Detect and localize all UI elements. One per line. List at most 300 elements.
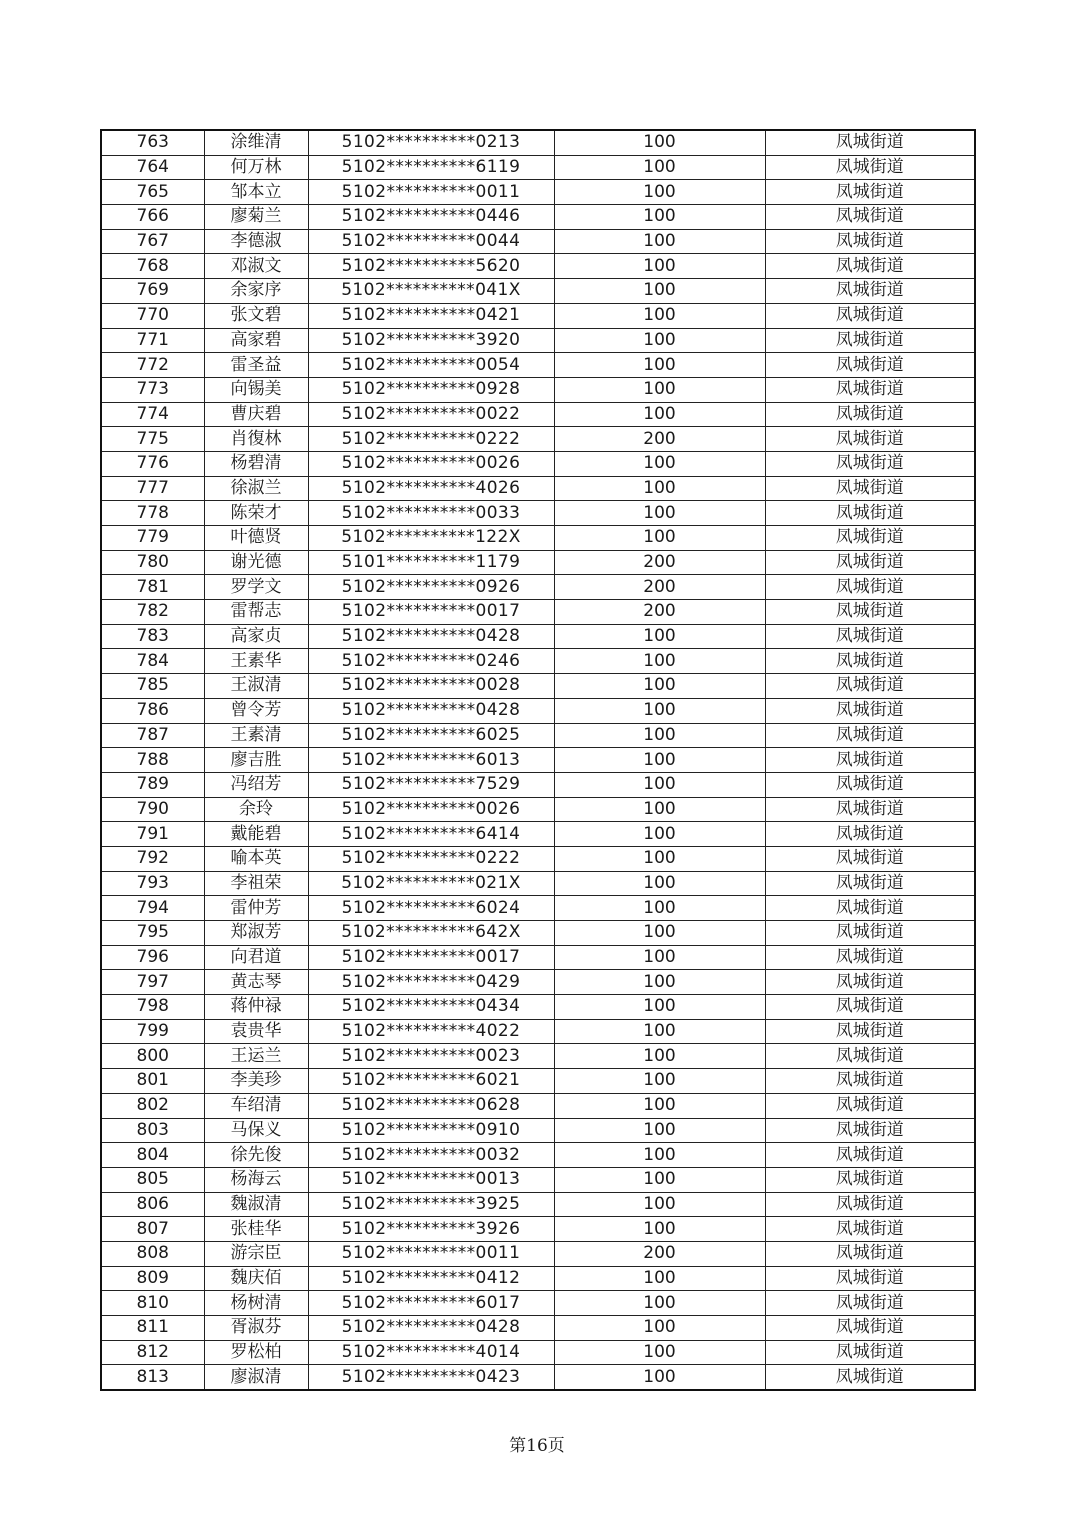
name-cell: 余玲: [204, 797, 308, 822]
page-number: 第16页: [509, 1436, 565, 1456]
amount-cell: 100: [554, 945, 765, 970]
subdistrict-cell: 凤城街道: [765, 254, 975, 279]
amount-cell: 100: [554, 229, 765, 254]
table-row: [101, 921, 975, 946]
amount-cell: 100: [554, 1069, 765, 1094]
id-number-cell: 5102**********0421: [308, 303, 554, 328]
subdistrict-cell: 凤城街道: [765, 995, 975, 1020]
name-cell: 蒋仲禄: [204, 995, 308, 1020]
row-number-cell: 796: [101, 945, 204, 970]
amount-cell: 100: [554, 279, 765, 304]
table-row: [101, 1291, 975, 1316]
name-cell: 徐淑兰: [204, 476, 308, 501]
name-cell: 袁贵华: [204, 1019, 308, 1044]
name-cell: 胥淑芬: [204, 1316, 308, 1341]
id-number-cell: 5102**********021X: [308, 871, 554, 896]
name-cell: 戴能碧: [204, 822, 308, 847]
row-number-cell: 776: [101, 451, 204, 476]
name-cell: 罗学文: [204, 575, 308, 600]
amount-cell: 100: [554, 1019, 765, 1044]
subdistrict-cell: 凤城街道: [765, 723, 975, 748]
name-cell: 杨碧清: [204, 451, 308, 476]
row-number-cell: 763: [101, 130, 204, 155]
id-number-cell: 5102**********0022: [308, 402, 554, 427]
subdistrict-cell: 凤城街道: [765, 279, 975, 304]
subdistrict-cell: 凤城街道: [765, 155, 975, 180]
id-number-cell: 5102**********0926: [308, 575, 554, 600]
row-number-cell: 764: [101, 155, 204, 180]
subdistrict-cell: 凤城街道: [765, 1019, 975, 1044]
table-row: [101, 1365, 975, 1390]
name-cell: 游宗臣: [204, 1241, 308, 1266]
table-row: [101, 1217, 975, 1242]
amount-cell: 100: [554, 723, 765, 748]
name-cell: 徐先俊: [204, 1143, 308, 1168]
name-cell: 杨海云: [204, 1167, 308, 1192]
row-number-cell: 786: [101, 698, 204, 723]
id-number-cell: 5102**********0246: [308, 649, 554, 674]
amount-cell: 100: [554, 624, 765, 649]
table-row: [101, 1340, 975, 1365]
subdistrict-cell: 凤城街道: [765, 674, 975, 699]
row-number-cell: 810: [101, 1291, 204, 1316]
table-row: [101, 402, 975, 427]
amount-cell: 100: [554, 797, 765, 822]
subdistrict-cell: 凤城街道: [765, 1266, 975, 1291]
subdistrict-cell: 凤城街道: [765, 698, 975, 723]
amount-cell: 100: [554, 353, 765, 378]
table-row: [101, 846, 975, 871]
table-row: [101, 600, 975, 625]
table-row: [101, 353, 975, 378]
name-cell: 谢光德: [204, 550, 308, 575]
name-cell: 高家碧: [204, 328, 308, 353]
name-cell: 魏庆佰: [204, 1266, 308, 1291]
row-number-cell: 787: [101, 723, 204, 748]
table-row: [101, 130, 975, 155]
table-row: [101, 871, 975, 896]
row-number-cell: 799: [101, 1019, 204, 1044]
id-number-cell: 5102**********0023: [308, 1044, 554, 1069]
amount-cell: 100: [554, 1316, 765, 1341]
id-number-cell: 5102**********0013: [308, 1167, 554, 1192]
id-number-cell: 5102**********0928: [308, 377, 554, 402]
id-number-cell: 5102**********0213: [308, 130, 554, 155]
id-number-cell: 5102**********4022: [308, 1019, 554, 1044]
row-number-cell: 802: [101, 1093, 204, 1118]
amount-cell: 100: [554, 698, 765, 723]
subdistrict-cell: 凤城街道: [765, 1118, 975, 1143]
id-number-cell: 5102**********0033: [308, 501, 554, 526]
table-row: [101, 1316, 975, 1341]
name-cell: 向锡美: [204, 377, 308, 402]
row-number-cell: 779: [101, 526, 204, 551]
table-row: [101, 575, 975, 600]
subdistrict-cell: 凤城街道: [765, 501, 975, 526]
table-row: [101, 674, 975, 699]
id-number-cell: 5102**********642X: [308, 921, 554, 946]
amount-cell: 100: [554, 130, 765, 155]
name-cell: 王素清: [204, 723, 308, 748]
name-cell: 雷帮志: [204, 600, 308, 625]
id-number-cell: 5102**********0423: [308, 1365, 554, 1390]
row-number-cell: 813: [101, 1365, 204, 1390]
amount-cell: 100: [554, 155, 765, 180]
table-row: [101, 1044, 975, 1069]
row-number-cell: 791: [101, 822, 204, 847]
name-cell: 王素华: [204, 649, 308, 674]
table-row: [101, 624, 975, 649]
subdistrict-cell: 凤城街道: [765, 871, 975, 896]
name-cell: 李祖荣: [204, 871, 308, 896]
row-number-cell: 801: [101, 1069, 204, 1094]
table-row: [101, 303, 975, 328]
subdistrict-cell: 凤城街道: [765, 130, 975, 155]
subdistrict-cell: 凤城街道: [765, 1044, 975, 1069]
amount-cell: 100: [554, 1266, 765, 1291]
table-row: [101, 328, 975, 353]
table-row: [101, 155, 975, 180]
row-number-cell: 775: [101, 427, 204, 452]
id-number-cell: 5102**********0026: [308, 451, 554, 476]
table-row: [101, 1241, 975, 1266]
row-number-cell: 785: [101, 674, 204, 699]
subdistrict-cell: 凤城街道: [765, 1316, 975, 1341]
row-number-cell: 806: [101, 1192, 204, 1217]
name-cell: 黄志琴: [204, 970, 308, 995]
name-cell: 向君道: [204, 945, 308, 970]
table-row: [101, 698, 975, 723]
name-cell: 陈荣才: [204, 501, 308, 526]
subdistrict-cell: 凤城街道: [765, 970, 975, 995]
name-cell: 曾令芳: [204, 698, 308, 723]
amount-cell: 100: [554, 748, 765, 773]
amount-cell: 100: [554, 328, 765, 353]
amount-cell: 200: [554, 575, 765, 600]
name-cell: 王淑清: [204, 674, 308, 699]
row-number-cell: 766: [101, 205, 204, 230]
table-row: [101, 772, 975, 797]
id-number-cell: 5101**********1179: [308, 550, 554, 575]
id-number-cell: 5102**********6017: [308, 1291, 554, 1316]
id-number-cell: 5102**********3920: [308, 328, 554, 353]
table-row: [101, 526, 975, 551]
id-number-cell: 5102**********6013: [308, 748, 554, 773]
row-number-cell: 800: [101, 1044, 204, 1069]
table-row: [101, 1093, 975, 1118]
subdistrict-cell: 凤城街道: [765, 1365, 975, 1390]
amount-cell: 100: [554, 402, 765, 427]
id-number-cell: 5102**********0028: [308, 674, 554, 699]
subdistrict-cell: 凤城街道: [765, 229, 975, 254]
amount-cell: 100: [554, 1118, 765, 1143]
table-row: [101, 377, 975, 402]
id-number-cell: 5102**********4014: [308, 1340, 554, 1365]
name-cell: 冯绍芳: [204, 772, 308, 797]
row-number-cell: 793: [101, 871, 204, 896]
row-number-cell: 783: [101, 624, 204, 649]
amount-cell: 100: [554, 896, 765, 921]
amount-cell: 200: [554, 550, 765, 575]
row-number-cell: 780: [101, 550, 204, 575]
table-row: [101, 1192, 975, 1217]
subdistrict-cell: 凤城街道: [765, 1241, 975, 1266]
table-row: [101, 1143, 975, 1168]
row-number-cell: 790: [101, 797, 204, 822]
id-number-cell: 5102**********122X: [308, 526, 554, 551]
subdistrict-cell: 凤城街道: [765, 600, 975, 625]
name-cell: 罗松柏: [204, 1340, 308, 1365]
table-row: [101, 896, 975, 921]
name-cell: 雷圣益: [204, 353, 308, 378]
table-row: [101, 451, 975, 476]
name-cell: 涂维清: [204, 130, 308, 155]
subdistrict-cell: 凤城街道: [765, 1143, 975, 1168]
table-row: [101, 822, 975, 847]
row-number-cell: 782: [101, 600, 204, 625]
id-number-cell: 5102**********0054: [308, 353, 554, 378]
subdistrict-cell: 凤城街道: [765, 1192, 975, 1217]
id-number-cell: 5102**********0428: [308, 1316, 554, 1341]
name-cell: 李美珍: [204, 1069, 308, 1094]
id-number-cell: 5102**********7529: [308, 772, 554, 797]
amount-cell: 100: [554, 871, 765, 896]
subdistrict-cell: 凤城街道: [765, 427, 975, 452]
id-number-cell: 5102**********3925: [308, 1192, 554, 1217]
subsidy-roster-table: [100, 129, 976, 1391]
row-number-cell: 773: [101, 377, 204, 402]
id-number-cell: 5102**********0032: [308, 1143, 554, 1168]
table-row: [101, 649, 975, 674]
amount-cell: 100: [554, 254, 765, 279]
row-number-cell: 804: [101, 1143, 204, 1168]
amount-cell: 200: [554, 600, 765, 625]
table-row: [101, 1019, 975, 1044]
id-number-cell: 5102**********0910: [308, 1118, 554, 1143]
id-number-cell: 5102**********3926: [308, 1217, 554, 1242]
subdistrict-cell: 凤城街道: [765, 451, 975, 476]
id-number-cell: 5102**********0044: [308, 229, 554, 254]
amount-cell: 100: [554, 1167, 765, 1192]
table-row: [101, 180, 975, 205]
amount-cell: 200: [554, 427, 765, 452]
row-number-cell: 803: [101, 1118, 204, 1143]
row-number-cell: 774: [101, 402, 204, 427]
table-row: [101, 229, 975, 254]
id-number-cell: 5102**********6119: [308, 155, 554, 180]
row-number-cell: 811: [101, 1316, 204, 1341]
amount-cell: 100: [554, 674, 765, 699]
name-cell: 邹本立: [204, 180, 308, 205]
subdistrict-cell: 凤城街道: [765, 846, 975, 871]
row-number-cell: 807: [101, 1217, 204, 1242]
id-number-cell: 5102**********0026: [308, 797, 554, 822]
subdistrict-cell: 凤城街道: [765, 945, 975, 970]
name-cell: 廖淑清: [204, 1365, 308, 1390]
name-cell: 叶德贤: [204, 526, 308, 551]
subdistrict-cell: 凤城街道: [765, 1291, 975, 1316]
amount-cell: 100: [554, 1093, 765, 1118]
amount-cell: 100: [554, 1192, 765, 1217]
row-number-cell: 789: [101, 772, 204, 797]
table-row: [101, 723, 975, 748]
table-row: [101, 427, 975, 452]
row-number-cell: 784: [101, 649, 204, 674]
table-row: [101, 970, 975, 995]
table-row: [101, 501, 975, 526]
row-number-cell: 771: [101, 328, 204, 353]
name-cell: 邓淑文: [204, 254, 308, 279]
table-row: [101, 254, 975, 279]
id-number-cell: 5102**********6414: [308, 822, 554, 847]
row-number-cell: 770: [101, 303, 204, 328]
subdistrict-cell: 凤城街道: [765, 180, 975, 205]
subdistrict-cell: 凤城街道: [765, 624, 975, 649]
id-number-cell: 5102**********041X: [308, 279, 554, 304]
table-row: [101, 1069, 975, 1094]
row-number-cell: 808: [101, 1241, 204, 1266]
row-number-cell: 794: [101, 896, 204, 921]
name-cell: 杨树清: [204, 1291, 308, 1316]
id-number-cell: 5102**********0011: [308, 180, 554, 205]
subdistrict-cell: 凤城街道: [765, 649, 975, 674]
amount-cell: 100: [554, 772, 765, 797]
name-cell: 王运兰: [204, 1044, 308, 1069]
subdistrict-cell: 凤城街道: [765, 1069, 975, 1094]
name-cell: 李德淑: [204, 229, 308, 254]
table-row: [101, 797, 975, 822]
amount-cell: 100: [554, 180, 765, 205]
amount-cell: 100: [554, 303, 765, 328]
row-number-cell: 767: [101, 229, 204, 254]
name-cell: 肖復林: [204, 427, 308, 452]
subdistrict-cell: 凤城街道: [765, 1217, 975, 1242]
name-cell: 车绍清: [204, 1093, 308, 1118]
row-number-cell: 781: [101, 575, 204, 600]
subdistrict-cell: 凤城街道: [765, 896, 975, 921]
id-number-cell: 5102**********0429: [308, 970, 554, 995]
subdistrict-cell: 凤城街道: [765, 822, 975, 847]
table-row: [101, 1266, 975, 1291]
amount-cell: 100: [554, 822, 765, 847]
amount-cell: 100: [554, 1143, 765, 1168]
name-cell: 喻本英: [204, 846, 308, 871]
table-row: [101, 205, 975, 230]
roster-body: [101, 130, 975, 1390]
name-cell: 郑淑芳: [204, 921, 308, 946]
amount-cell: 100: [554, 1044, 765, 1069]
amount-cell: 100: [554, 377, 765, 402]
name-cell: 何万林: [204, 155, 308, 180]
id-number-cell: 5102**********4026: [308, 476, 554, 501]
amount-cell: 100: [554, 205, 765, 230]
id-number-cell: 5102**********6024: [308, 896, 554, 921]
subdistrict-cell: 凤城街道: [765, 575, 975, 600]
row-number-cell: 797: [101, 970, 204, 995]
table-row: [101, 995, 975, 1020]
row-number-cell: 777: [101, 476, 204, 501]
id-number-cell: 5102**********6025: [308, 723, 554, 748]
subdistrict-cell: 凤城街道: [765, 772, 975, 797]
amount-cell: 100: [554, 476, 765, 501]
subdistrict-cell: 凤城街道: [765, 526, 975, 551]
name-cell: 余家序: [204, 279, 308, 304]
subdistrict-cell: 凤城街道: [765, 402, 975, 427]
subdistrict-cell: 凤城街道: [765, 328, 975, 353]
name-cell: 张文碧: [204, 303, 308, 328]
name-cell: 曹庆碧: [204, 402, 308, 427]
subdistrict-cell: 凤城街道: [765, 1093, 975, 1118]
subdistrict-cell: 凤城街道: [765, 797, 975, 822]
subdistrict-cell: 凤城街道: [765, 1340, 975, 1365]
row-number-cell: 778: [101, 501, 204, 526]
row-number-cell: 798: [101, 995, 204, 1020]
subdistrict-cell: 凤城街道: [765, 476, 975, 501]
table-row: [101, 476, 975, 501]
name-cell: 马保义: [204, 1118, 308, 1143]
amount-cell: 100: [554, 1365, 765, 1390]
table-row: [101, 945, 975, 970]
amount-cell: 100: [554, 1217, 765, 1242]
id-number-cell: 5102**********6021: [308, 1069, 554, 1094]
id-number-cell: 5102**********0446: [308, 205, 554, 230]
table-row: [101, 1167, 975, 1192]
name-cell: 张桂华: [204, 1217, 308, 1242]
id-number-cell: 5102**********0412: [308, 1266, 554, 1291]
row-number-cell: 768: [101, 254, 204, 279]
subdistrict-cell: 凤城街道: [765, 748, 975, 773]
name-cell: 雷仲芳: [204, 896, 308, 921]
amount-cell: 200: [554, 1241, 765, 1266]
subdistrict-cell: 凤城街道: [765, 303, 975, 328]
amount-cell: 100: [554, 995, 765, 1020]
amount-cell: 100: [554, 501, 765, 526]
id-number-cell: 5102**********0222: [308, 846, 554, 871]
row-number-cell: 812: [101, 1340, 204, 1365]
amount-cell: 100: [554, 970, 765, 995]
row-number-cell: 769: [101, 279, 204, 304]
id-number-cell: 5102**********0434: [308, 995, 554, 1020]
name-cell: 廖吉胜: [204, 748, 308, 773]
subdistrict-cell: 凤城街道: [765, 921, 975, 946]
id-number-cell: 5102**********5620: [308, 254, 554, 279]
row-number-cell: 765: [101, 180, 204, 205]
row-number-cell: 809: [101, 1266, 204, 1291]
id-number-cell: 5102**********0628: [308, 1093, 554, 1118]
table-row: [101, 748, 975, 773]
name-cell: 廖菊兰: [204, 205, 308, 230]
table-row: [101, 279, 975, 304]
subdistrict-cell: 凤城街道: [765, 550, 975, 575]
row-number-cell: 792: [101, 846, 204, 871]
id-number-cell: 5102**********0017: [308, 600, 554, 625]
amount-cell: 100: [554, 921, 765, 946]
amount-cell: 100: [554, 1340, 765, 1365]
subdistrict-cell: 凤城街道: [765, 1167, 975, 1192]
amount-cell: 100: [554, 846, 765, 871]
id-number-cell: 5102**********0011: [308, 1241, 554, 1266]
subdistrict-cell: 凤城街道: [765, 377, 975, 402]
id-number-cell: 5102**********0428: [308, 624, 554, 649]
subdistrict-cell: 凤城街道: [765, 353, 975, 378]
row-number-cell: 805: [101, 1167, 204, 1192]
amount-cell: 100: [554, 526, 765, 551]
id-number-cell: 5102**********0428: [308, 698, 554, 723]
row-number-cell: 795: [101, 921, 204, 946]
amount-cell: 100: [554, 1291, 765, 1316]
table-row: [101, 550, 975, 575]
row-number-cell: 788: [101, 748, 204, 773]
